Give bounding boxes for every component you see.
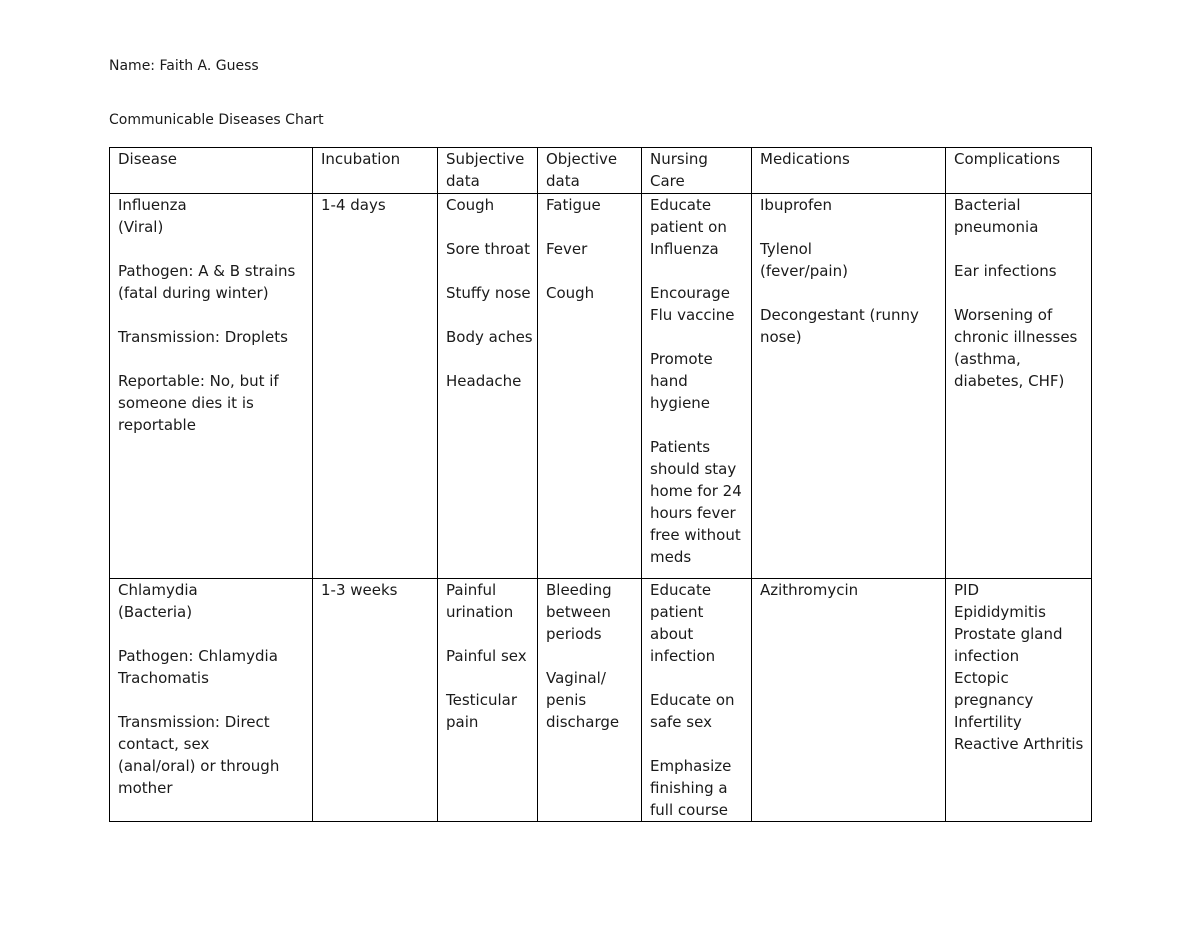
- cell-objective-data: Fatigue Fever Cough: [538, 194, 642, 579]
- cell-nursing-care: Educate patient about infection Educate on safe sex Emphasize finishing a full course: [642, 579, 752, 822]
- column-header-complications: Complications: [946, 148, 1092, 194]
- cell-complications: PID Epididymitis Prostate gland infection Ectopic pregnancy Infertility Reactive Arthritis: [946, 579, 1092, 822]
- cell-disease: Influenza (Viral) Pathogen: A & B strains (fatal during winter) Transmission: Droplets Reportable: No, but if someone dies it is reportable: [110, 194, 313, 579]
- cell-incubation: 1-4 days: [313, 194, 438, 579]
- column-header-nursing-care: Nursing Care: [642, 148, 752, 194]
- name-line: Name: Faith A. Guess: [109, 58, 259, 74]
- table-header-row: [110, 148, 1092, 194]
- document-title: Communicable Diseases Chart: [109, 112, 324, 128]
- column-header-disease: Disease: [110, 148, 313, 194]
- table-row: [110, 194, 1092, 579]
- column-header-incubation: Incubation: [313, 148, 438, 194]
- cell-medications: Ibuprofen Tylenol (fever/pain) Decongestant (runny nose): [752, 194, 946, 579]
- column-header-subjective-data: Subjective data: [438, 148, 538, 194]
- cell-subjective-data: Painful urination Painful sex Testicular pain: [438, 579, 538, 822]
- column-header-objective-data: Objective data: [538, 148, 642, 194]
- column-header-medications: Medications: [752, 148, 946, 194]
- cell-nursing-care: Educate patient on Influenza Encourage Flu vaccine Promote hand hygiene Patients should stay home for 24 hours fever free without meds: [642, 194, 752, 579]
- cell-subjective-data: Cough Sore throat Stuffy nose Body aches Headache: [438, 194, 538, 579]
- cell-incubation: 1-3 weeks: [313, 579, 438, 822]
- diseases-table: [109, 147, 1092, 822]
- cell-disease: Chlamydia (Bacteria) Pathogen: Chlamydia Trachomatis Transmission: Direct contact, sex (anal/oral) or through mother: [110, 579, 313, 822]
- cell-objective-data: Bleeding between periods Vaginal/ penis discharge: [538, 579, 642, 822]
- cell-medications: Azithromycin: [752, 579, 946, 822]
- cell-complications: Bacterial pneumonia Ear infections Worsening of chronic illnesses (asthma, diabetes, CHF): [946, 194, 1092, 579]
- table-row: [110, 579, 1092, 822]
